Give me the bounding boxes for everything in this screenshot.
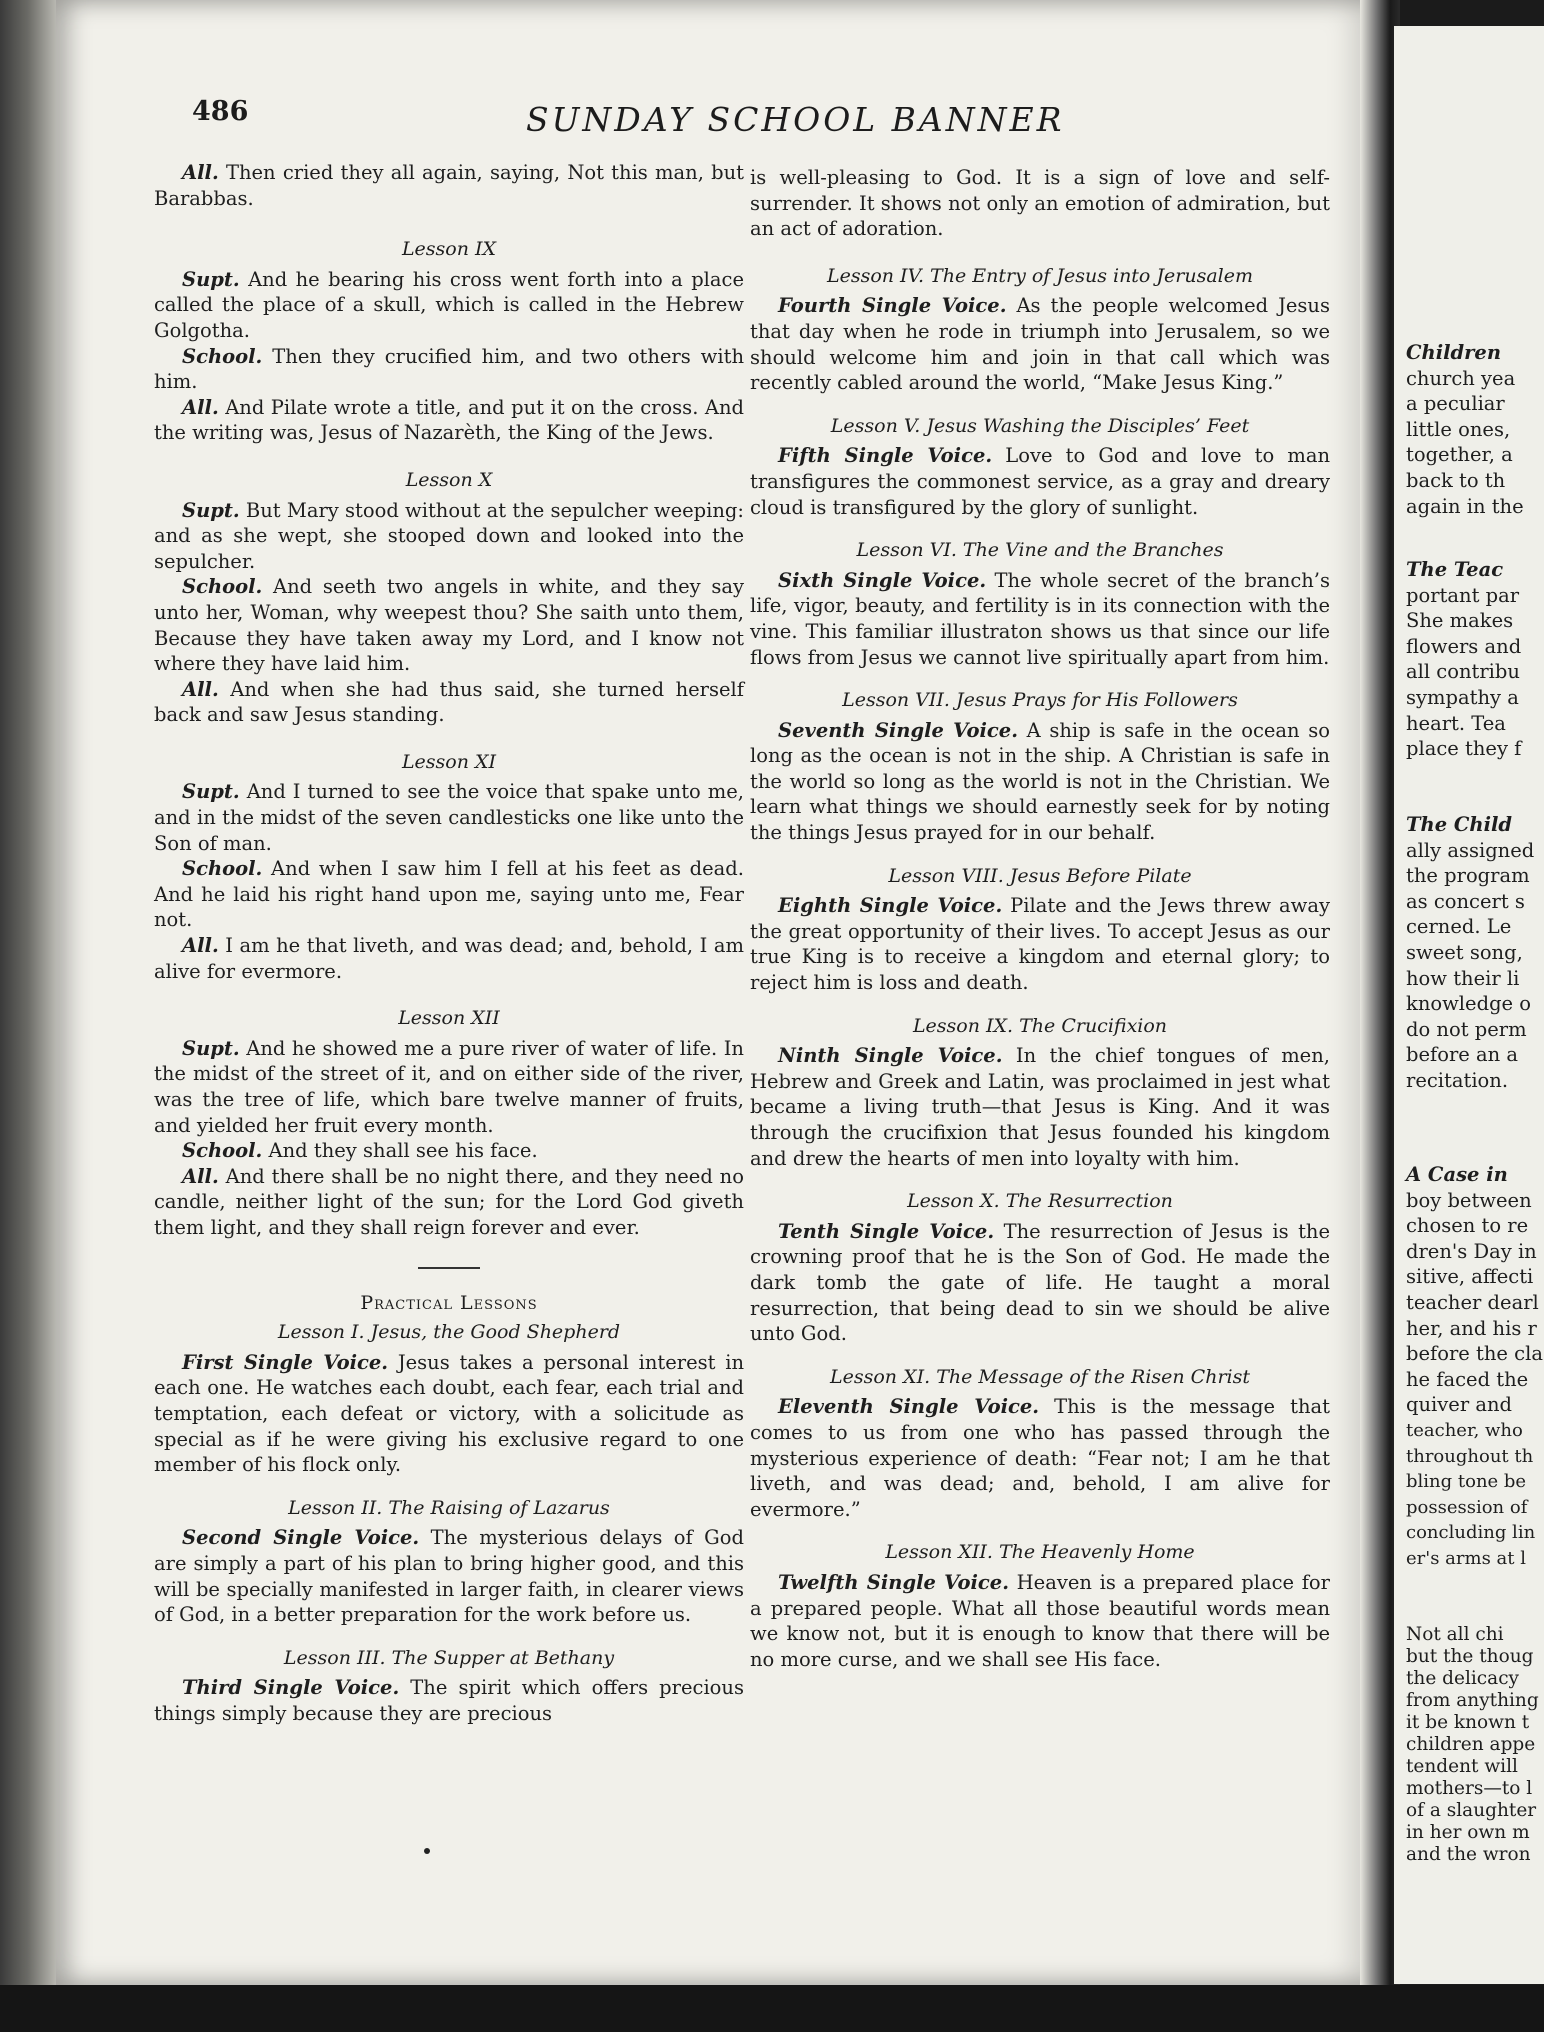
facing-page-line: The Teac	[1406, 558, 1504, 581]
voice-label: Seventh Single Voice.	[778, 718, 1018, 742]
paragraph	[750, 1043, 1330, 1171]
speaker-label: All.	[182, 1164, 219, 1188]
column-middle	[750, 165, 1330, 1672]
facing-page-line: from anything	[1406, 1690, 1539, 1711]
paragraph-text: And they shall see his face.	[262, 1139, 538, 1163]
paragraph	[750, 568, 1330, 670]
lesson-heading: Lesson VI. The Vine and the Branches	[856, 539, 1224, 562]
lesson-heading: Lesson IV. The Entry of Jesus into Jerusalem	[826, 264, 1254, 287]
paragraph-text: The resurrection of Jesus is the crowning proof that he is the Son of God. He made the dark tomb the gate of life. He taught a moral resurrection, that being dead to sin we should be alive unto God.	[750, 1219, 1331, 1346]
lesson-heading: Lesson X. The Resurrection	[907, 1190, 1173, 1213]
facing-page-line: A Case in	[1406, 1163, 1508, 1186]
speaker-label: School.	[182, 575, 263, 599]
facing-page-line: Children	[1406, 341, 1502, 364]
paragraph	[750, 1219, 1330, 1347]
facing-page-line: teacher, who	[1406, 1420, 1523, 1441]
facing-page-line: as concert s	[1406, 889, 1525, 913]
speaker-label: Supt.	[182, 498, 240, 522]
paragraph-text: This is the message that comes to us from one who has passed through the mysterious experience of death: “Fear not; I am he that liveth, and was dead; and, behold, I am alive for evermore.”	[750, 1395, 1331, 1521]
facing-page-line: the program	[1406, 864, 1530, 888]
facing-page-line: possession of	[1406, 1496, 1528, 1518]
paragraph-text: Then they crucified him, and two others with him.	[154, 344, 744, 394]
ink-speck	[424, 1848, 430, 1854]
facing-page-line: ally assigned	[1406, 838, 1535, 862]
paragraph-text: Love to God and love to man transfigures the commonest service, as a gray and dreary cloud is transfigured by the glory of sunlight.	[750, 444, 1331, 519]
facing-page-line: teacher dearl	[1406, 1291, 1539, 1314]
facing-page-line: concluding lin	[1406, 1522, 1536, 1544]
paragraph-text: And I turned to see the voice that spake unto me, and in the midst of the seven candlesticks one like unto the Son of man.	[154, 780, 744, 855]
voice-label: Eighth Single Voice.	[778, 894, 1003, 918]
facing-page-line: mothers—to l	[1406, 1778, 1533, 1799]
voice-label: Second Single Voice.	[182, 1526, 420, 1550]
paragraph	[154, 1036, 744, 1138]
paragraph	[154, 1675, 744, 1726]
facing-page-line: Not all chi	[1406, 1624, 1504, 1645]
facing-page-line: he faced the	[1406, 1367, 1529, 1391]
practical-lessons-section	[154, 1291, 744, 1727]
facing-page-line: recitation.	[1406, 1069, 1509, 1092]
paragraph-text: I am he that liveth, and was dead; and, behold, I am alive for evermore.	[154, 934, 744, 983]
paragraph	[154, 574, 744, 676]
paragraph	[154, 395, 744, 446]
facing-page-line: sweet song,	[1406, 941, 1523, 964]
paragraph-text: As the people welcomed Jesus that day when he rode in triumph into Jerusalem, so we should welcome him and join in that call which was recently cabled around the world, “Make Jesus King.”	[750, 294, 1330, 395]
facing-page-line: her, and his r	[1406, 1316, 1537, 1340]
lesson-heading: Lesson XI. The Message of the Risen Christ	[830, 1365, 1250, 1388]
facing-page-line: er's arms at l	[1406, 1548, 1526, 1569]
facing-page-line: children appe	[1406, 1734, 1536, 1755]
paragraph	[750, 1570, 1330, 1672]
facing-page-line: dren's Day in	[1406, 1239, 1537, 1263]
section-heading: Practical Lessons	[360, 1291, 538, 1314]
book-left-edge	[0, 0, 62, 2032]
paragraph-text: The mysterious delays of God are simply a part of his plan to bring higher good, and this will be specially manifested in larger faith, in clearer views of God, in a better preparation for the work before us.	[154, 1526, 744, 1627]
page-number: 486	[192, 96, 249, 127]
paragraph	[154, 1525, 744, 1627]
paragraph-text: The spirit which offers precious things simply because they are precious	[154, 1676, 744, 1725]
paragraph	[154, 933, 744, 984]
facing-page-line: in her own m	[1406, 1822, 1530, 1843]
running-head: SUNDAY SCHOOL BANNER	[526, 100, 1065, 139]
paragraph-text: And when she had thus said, she turned herself back and saw Jesus standing.	[154, 677, 744, 727]
paragraph-text: Then cried they all again, saying, Not this man, but Barabbas.	[154, 161, 744, 210]
facing-page-line: portant par	[1406, 583, 1520, 607]
paragraph-text: Jesus takes a personal interest in each one. He watches each doubt, each fear, each trial and temptation, each defeat or victory, with a solicitude as special as if he were giving his exclusive regard to one member of his flock only.	[154, 1350, 745, 1477]
facing-page-line: place they f	[1406, 737, 1522, 761]
voice-label: Eleventh Single Voice.	[778, 1395, 1040, 1419]
voice-label: Fourth Single Voice.	[778, 294, 1007, 318]
lesson-heading: Lesson VII. Jesus Prays for His Followers	[842, 689, 1238, 712]
paragraph-text: A ship is safe in the ocean so long as the ocean is not in the ship. A Christian is safe in the world so long as the world is not in the Christian. We learn what things we should earnestly seek for by noting the things Jesus prayed for in our behalf.	[750, 718, 1331, 845]
facing-page-line: boy between	[1406, 1188, 1532, 1212]
facing-page-line: flowers and	[1406, 634, 1522, 658]
facing-page-line: again in the	[1406, 494, 1524, 518]
facing-page-line: bling tone be	[1406, 1471, 1527, 1493]
lesson-heading: Lesson V. Jesus Washing the Disciples’ Feet	[830, 414, 1250, 437]
speaker-label: All.	[182, 161, 219, 184]
paragraph-text: And he bearing his cross went forth into a place called the place of a skull, which is called in the Hebrew Golgotha.	[154, 267, 744, 342]
facing-page-line: of a slaughter	[1406, 1800, 1537, 1821]
paragraph	[154, 1350, 744, 1478]
facing-page-line: back to th	[1406, 469, 1506, 492]
facing-page-line: chosen to re	[1406, 1214, 1529, 1238]
paragraph	[750, 718, 1330, 846]
paragraph	[154, 779, 744, 856]
lesson-heading: Lesson VIII. Jesus Before Pilate	[888, 864, 1192, 887]
facing-page-line: before the cla	[1406, 1342, 1543, 1366]
facing-page-line: before an a	[1406, 1043, 1519, 1067]
scan-bottom-border	[0, 1985, 1544, 2032]
voice-label: Tenth Single Voice.	[778, 1219, 995, 1243]
speaker-label: Supt.	[182, 1036, 240, 1060]
facing-page-line: quiver and	[1406, 1393, 1513, 1417]
facing-page-line: tendent will	[1406, 1756, 1518, 1777]
paragraph	[750, 293, 1330, 395]
facing-page-line: together, a	[1406, 443, 1513, 467]
facing-page-line: and the wron	[1406, 1844, 1531, 1865]
right-page-fragment	[1394, 26, 1544, 1984]
facing-page-line: church yea	[1406, 366, 1516, 390]
lesson-heading: Lesson II. The Raising of Lazarus	[288, 1496, 610, 1519]
speaker-label: School.	[182, 344, 263, 368]
paragraph: is well-pleasing to God. It is a sign of love and self-surrender. It shows not only an emotion of admiration, but an act of adoration.	[750, 166, 1330, 241]
section-divider	[418, 1267, 480, 1269]
facing-page-line: do not perm	[1406, 1017, 1527, 1041]
speaker-label: Supt.	[182, 267, 240, 291]
facing-page-line: but the thoug	[1406, 1646, 1534, 1667]
facing-page-line: throughout th	[1406, 1445, 1534, 1467]
paragraph-text: And there shall be no night there, and they need no candle, neither light of the sun; for the Lord God giveth them light, and they shall reign forever and ever.	[154, 1164, 744, 1239]
voice-label: Third Single Voice.	[182, 1676, 400, 1700]
paragraph-text: But Mary stood without at the sepulcher weeping: and as she wept, she stooped down and looked into the sepulcher.	[154, 498, 744, 573]
facing-page-line: all contribu	[1406, 660, 1520, 684]
speaker-label: School.	[182, 857, 263, 881]
paragraph	[154, 344, 744, 395]
facing-page-line: sympathy a	[1406, 686, 1519, 709]
paragraph	[750, 1394, 1330, 1522]
facing-page-line: it be known t	[1406, 1712, 1530, 1733]
voice-label: First Single Voice.	[182, 1350, 389, 1374]
paragraph	[154, 267, 744, 344]
voice-label: Ninth Single Voice.	[778, 1044, 1003, 1068]
paragraph-text: And Pilate wrote a title, and put it on the cross. And the writing was, Jesus of Nazarèth, the King of the Jews.	[154, 395, 744, 445]
facing-page-line: The Child	[1406, 813, 1513, 836]
speaker-label: School.	[182, 1139, 263, 1163]
facing-page-line: heart. Tea	[1406, 711, 1506, 735]
paragraph	[154, 1138, 744, 1164]
paragraph	[750, 893, 1330, 995]
lesson-heading: Lesson IX	[401, 238, 497, 261]
lesson-heading: Lesson XII	[398, 1007, 500, 1030]
paragraph-text: Heaven is a prepared place for a prepared people. What all those beautiful words mean we know not, but it is enough to know that there will be no more curse, and we shall see His face.	[750, 1570, 1330, 1671]
paragraph	[154, 677, 744, 728]
paragraph-text: The whole secret of the branch’s life, vigor, beauty, and fertility is in its connection with the vine. This familiar illustraton shows us that since our life flows from Jesus we cannot live spiritually apart from him.	[750, 568, 1330, 669]
paragraph-text: And seeth two angels in white, and they say unto her, Woman, why weepest thou? She saith unto them, Because they have taken away my Lord, and I know not where they have laid him.	[154, 575, 744, 676]
lesson-heading: Lesson XII. The Heavenly Home	[885, 1541, 1195, 1564]
speaker-label: Supt.	[182, 780, 240, 804]
facing-page-line: knowledge o	[1406, 992, 1532, 1016]
facing-page-line: cerned. Le	[1406, 915, 1512, 939]
facing-page-line: She makes	[1406, 609, 1514, 633]
facing-page-line: the delicacy	[1406, 1668, 1520, 1689]
voice-label: Sixth Single Voice.	[778, 568, 987, 592]
voice-label: Twelfth Single Voice.	[778, 1570, 1009, 1594]
facing-page-line: little ones,	[1406, 417, 1511, 441]
lesson-heading: Lesson I. Jesus, the Good Shepherd	[277, 1321, 621, 1344]
speaker-label: All.	[182, 934, 219, 958]
column-left	[154, 160, 744, 1726]
voice-label: Fifth Single Voice.	[778, 444, 993, 468]
paragraph	[154, 856, 744, 933]
paragraph	[154, 498, 744, 575]
facing-page-line: how their li	[1406, 966, 1520, 990]
paragraph-text: And he showed me a pure river of water of life. In the midst of the street of it, and on either side of the river, was the tree of life, which bare twelve manner of fruits, and yielded her fruit every month.	[154, 1036, 744, 1137]
facing-page-line: sitive, affecti	[1406, 1265, 1534, 1289]
facing-page-line: a peculiar	[1406, 392, 1505, 416]
paragraph	[750, 443, 1330, 520]
speaker-label: All.	[182, 677, 219, 701]
lesson-heading: Lesson XI	[401, 750, 497, 773]
speaker-label: All.	[182, 395, 219, 419]
lesson-heading: Lesson IX. The Crucifixion	[912, 1014, 1168, 1037]
paragraph-text: And when I saw him I fell at his feet as dead. And he laid his right hand upon me, saying unto me, Fear not.	[154, 857, 744, 932]
paragraph	[154, 1164, 744, 1241]
lesson-heading: Lesson III. The Supper at Bethany	[283, 1646, 615, 1669]
paragraph	[154, 160, 744, 211]
lesson-heading: Lesson X	[405, 468, 493, 491]
paragraph-text: In the chief tongues of men, Hebrew and Greek and Latin, was proclaimed in jest what became a living truth—that Jesus is King. And it was through the crucifixion that Jesus founded his kingdom and drew the hearts of men into loyalty with him.	[750, 1044, 1330, 1170]
paragraph-text: Pilate and the Jews threw away the great opportunity of their lives. To accept Jesus as our true King is to receive a kingdom and eternal glory; to reject him is loss and death.	[750, 894, 1330, 995]
